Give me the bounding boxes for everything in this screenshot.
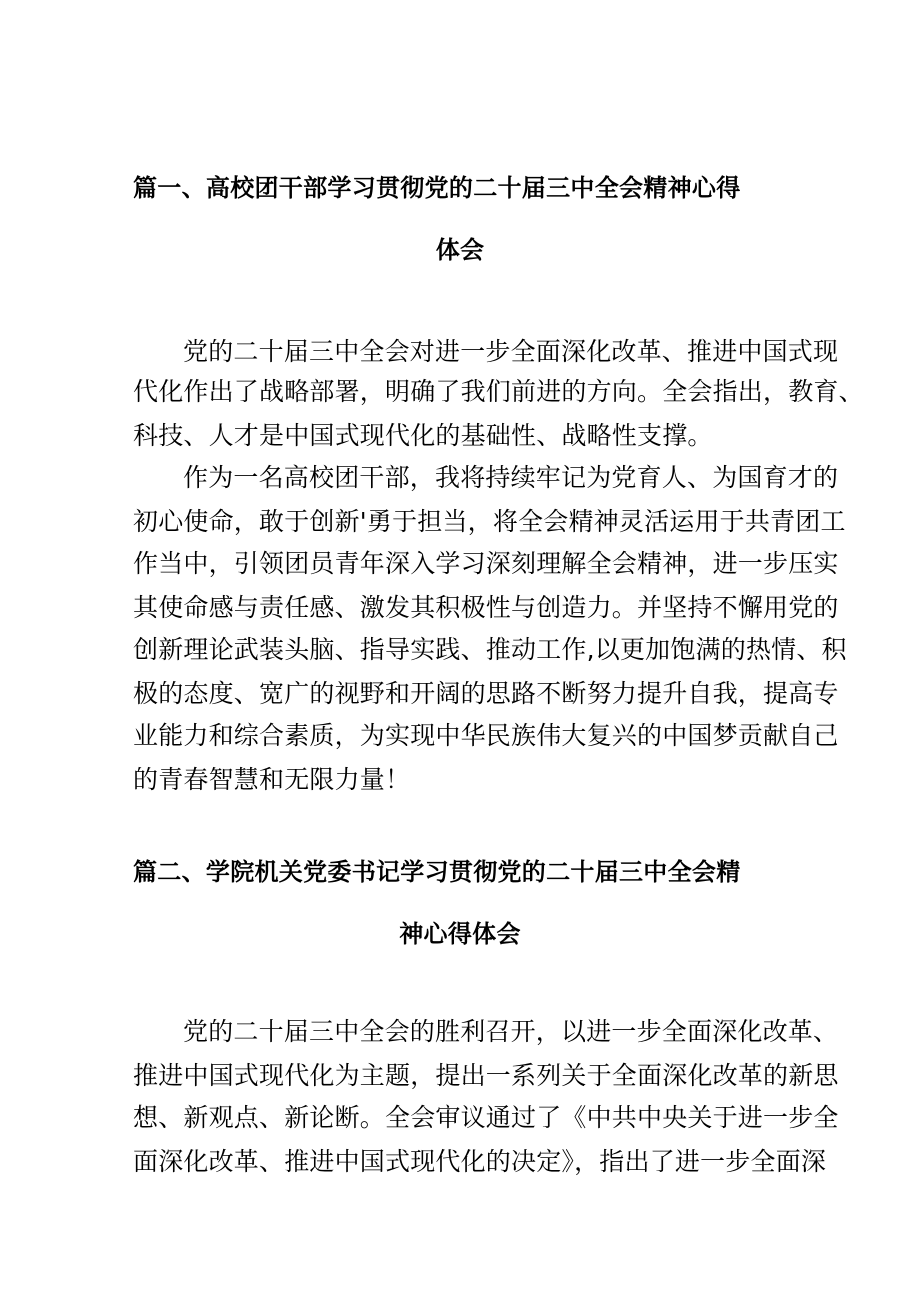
section2-paragraph1-line3: 想、新观点、新论断。全会审议通过了《中共中央关于进一步全 <box>133 1103 839 1132</box>
section2-title-line2: 神心得体会 <box>399 920 521 948</box>
section1-paragraph1-line3: 科技、人才是中国式现代化的基础性、战略性支撑。 <box>133 421 713 450</box>
section1-paragraph2-line7: 业能力和综合素质，为实现中华民族伟大复兴的中国梦贡献自己 <box>133 721 839 750</box>
section2-title-line1: 篇二、学院机关党委书记学习贯彻党的二十届三中全会精 <box>133 858 741 886</box>
section2-paragraph1-line2: 推进中国式现代化为主题，提出一系列关于全面深化改革的新思 <box>133 1061 839 1090</box>
section2-paragraph1-line1: 党的二十届三中全会的胜利召开，以进一步全面深化改革、 <box>183 1017 839 1046</box>
section1-paragraph2-line6: 极的态度、宽广的视野和开阔的思路不断努力提升自我，提高专 <box>133 679 839 708</box>
section1-paragraph2-line8: 的青春智慧和无限力量！ <box>133 765 411 794</box>
section1-paragraph2-line4: 其使命感与责任感、激发其积极性与创造力。并坚持不懈用党的 <box>133 593 839 622</box>
section1-paragraph1-line2: 代化作出了战略部署，明确了我们前进的方向。全会指出，教育、 <box>133 377 864 406</box>
section1-paragraph1-line1: 党的二十届三中全会对进一步全面深化改革、推进中国式现 <box>183 337 839 366</box>
section1-title-line2: 体会 <box>435 236 485 264</box>
section1-paragraph2-line1: 作为一名高校团干部，我将持续牢记为党育人、为国育才的 <box>183 463 839 492</box>
section1-title-line1: 篇一、高校团干部学习贯彻党的二十届三中全会精神心得 <box>133 174 741 202</box>
section1-paragraph2-line5: 创新理论武装头脑、指导实践、推动工作,以更加饱满的热情、积 <box>133 635 847 664</box>
section2-paragraph1-line4: 面深化改革、推进中国式现代化的决定》，指出了进一步全面深 <box>133 1147 827 1176</box>
section1-paragraph2-line2: 初心使命，敢于创新'勇于担当，将全会精神灵活运用于共青团工 <box>133 507 846 536</box>
section1-paragraph2-line3: 作当中，引领团员青年深入学习深刻理解全会精神，进一步压实 <box>133 549 839 578</box>
